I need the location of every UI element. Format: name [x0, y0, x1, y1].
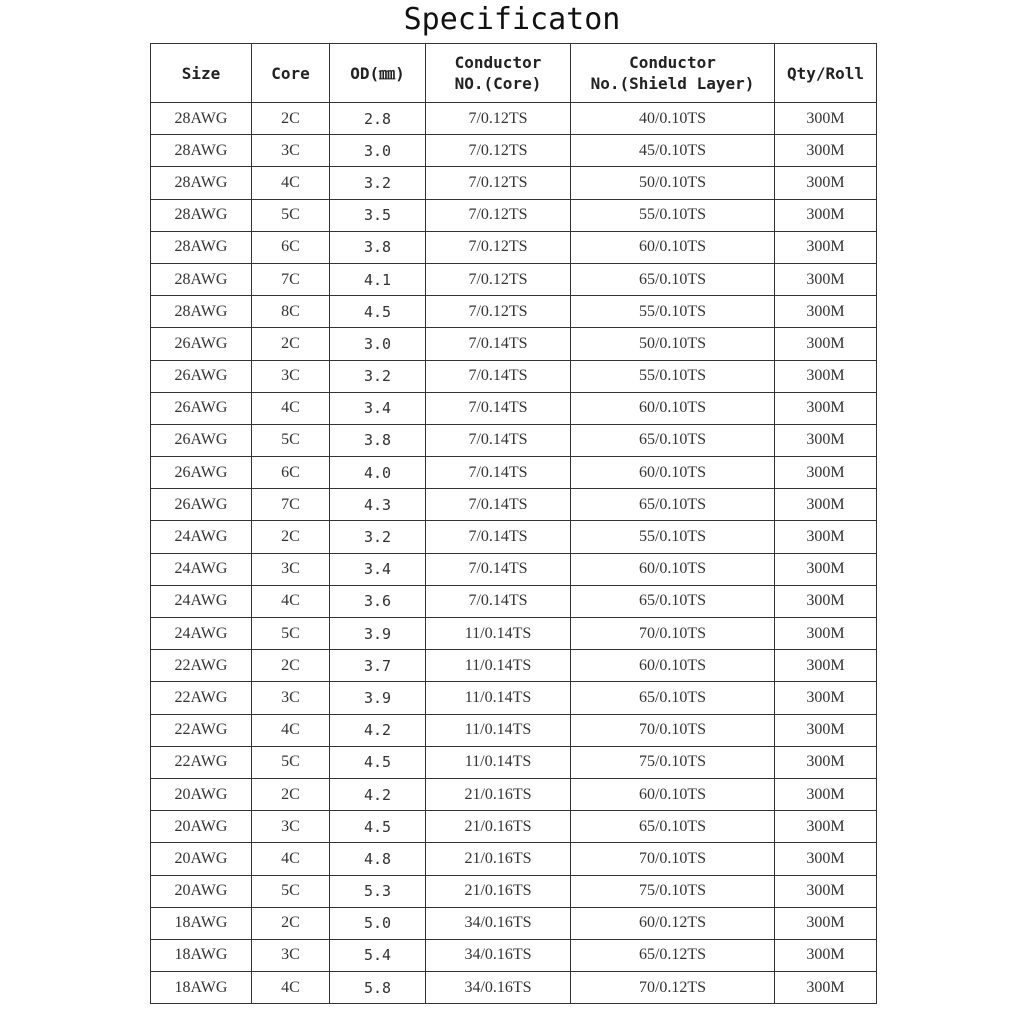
cell-od: 4.3 — [330, 489, 426, 521]
header-qty-roll-label: Qty/Roll — [786, 63, 865, 83]
cell-qty-roll: 300M — [775, 972, 877, 1004]
cell-conductor-core: 11/0.14TS — [426, 682, 571, 714]
cell-od: 4.0 — [330, 457, 426, 489]
table-row — [151, 650, 877, 682]
table-row — [151, 682, 877, 714]
cell-conductor-shield: 40/0.10TS — [571, 103, 775, 135]
page-title: Specificaton — [403, 2, 621, 37]
cell-qty-roll: 300M — [775, 521, 877, 553]
cell-size: 24AWG — [151, 521, 252, 553]
cell-conductor-core: 7/0.14TS — [426, 457, 571, 489]
cell-size: 24AWG — [151, 553, 252, 585]
header-conductor-core — [426, 44, 571, 103]
cell-qty-roll: 300M — [775, 843, 877, 875]
cell-conductor-shield: 60/0.10TS — [571, 231, 775, 263]
cell-size: 22AWG — [151, 746, 252, 778]
cell-qty-roll: 300M — [775, 103, 877, 135]
cell-size: 20AWG — [151, 843, 252, 875]
cell-qty-roll: 300M — [775, 650, 877, 682]
cell-conductor-core: 7/0.12TS — [426, 103, 571, 135]
table-row — [151, 521, 877, 553]
table-row — [151, 553, 877, 585]
cell-size: 20AWG — [151, 778, 252, 810]
cell-conductor-core: 7/0.14TS — [426, 585, 571, 617]
cell-core: 2C — [252, 778, 330, 810]
cell-conductor-core: 7/0.14TS — [426, 521, 571, 553]
cell-core: 4C — [252, 167, 330, 199]
cell-qty-roll: 300M — [775, 553, 877, 585]
cell-conductor-core: 7/0.12TS — [426, 231, 571, 263]
cell-core: 3C — [252, 360, 330, 392]
cell-conductor-core: 7/0.14TS — [426, 424, 571, 456]
cell-size: 22AWG — [151, 650, 252, 682]
cell-od: 5.0 — [330, 907, 426, 939]
cell-od: 4.2 — [330, 778, 426, 810]
cell-conductor-shield: 60/0.10TS — [571, 778, 775, 810]
cell-od: 3.2 — [330, 167, 426, 199]
cell-size: 28AWG — [151, 103, 252, 135]
cell-core: 7C — [252, 489, 330, 521]
cell-conductor-core: 7/0.12TS — [426, 167, 571, 199]
table-header-row — [151, 44, 877, 103]
cell-conductor-core: 34/0.16TS — [426, 939, 571, 971]
cell-core: 3C — [252, 135, 330, 167]
cell-qty-roll: 300M — [775, 811, 877, 843]
cell-conductor-shield: 60/0.10TS — [571, 392, 775, 424]
cell-qty-roll: 300M — [775, 907, 877, 939]
cell-qty-roll: 300M — [775, 135, 877, 167]
table-row — [151, 489, 877, 521]
table-row — [151, 811, 877, 843]
cell-size: 18AWG — [151, 907, 252, 939]
cell-qty-roll: 300M — [775, 457, 877, 489]
table-row — [151, 714, 877, 746]
cell-qty-roll: 300M — [775, 328, 877, 360]
cell-core: 3C — [252, 939, 330, 971]
cell-conductor-core: 7/0.14TS — [426, 489, 571, 521]
header-od — [330, 44, 426, 103]
cell-core: 4C — [252, 585, 330, 617]
cell-core: 4C — [252, 843, 330, 875]
table-row — [151, 135, 877, 167]
cell-size: 28AWG — [151, 231, 252, 263]
table-row — [151, 618, 877, 650]
header-conductor-core-line2: NO.(Core) — [454, 74, 542, 93]
cell-size: 26AWG — [151, 360, 252, 392]
cell-core: 2C — [252, 907, 330, 939]
cell-conductor-core: 11/0.14TS — [426, 650, 571, 682]
cell-od: 3.6 — [330, 585, 426, 617]
table-row — [151, 778, 877, 810]
cell-size: 28AWG — [151, 167, 252, 199]
cell-core: 2C — [252, 103, 330, 135]
header-qty-roll — [775, 44, 877, 103]
cell-od: 3.8 — [330, 231, 426, 263]
cell-conductor-core: 34/0.16TS — [426, 972, 571, 1004]
cell-od: 5.4 — [330, 939, 426, 971]
cell-conductor-shield: 60/0.12TS — [571, 907, 775, 939]
cell-conductor-shield: 65/0.10TS — [571, 682, 775, 714]
cell-qty-roll: 300M — [775, 296, 877, 328]
cell-size: 28AWG — [151, 199, 252, 231]
table-row — [151, 907, 877, 939]
cell-conductor-shield: 55/0.10TS — [571, 360, 775, 392]
cell-od: 4.1 — [330, 263, 426, 295]
cell-qty-roll: 300M — [775, 167, 877, 199]
cell-conductor-shield: 65/0.10TS — [571, 489, 775, 521]
cell-core: 8C — [252, 296, 330, 328]
cell-size: 18AWG — [151, 972, 252, 1004]
cell-size: 26AWG — [151, 392, 252, 424]
cell-od: 2.8 — [330, 103, 426, 135]
header-od-label: OD(㎜) — [350, 63, 405, 83]
cell-conductor-shield: 65/0.12TS — [571, 939, 775, 971]
cell-od: 4.5 — [330, 746, 426, 778]
cell-conductor-shield: 45/0.10TS — [571, 135, 775, 167]
cell-conductor-shield: 55/0.10TS — [571, 521, 775, 553]
table-row — [151, 457, 877, 489]
table-row — [151, 875, 877, 907]
table-row — [151, 939, 877, 971]
cell-qty-roll: 300M — [775, 424, 877, 456]
table-row — [151, 231, 877, 263]
cell-od: 3.2 — [330, 360, 426, 392]
cell-conductor-core: 7/0.14TS — [426, 392, 571, 424]
header-conductor-core-line1: Conductor — [454, 53, 542, 72]
cell-core: 3C — [252, 553, 330, 585]
cell-conductor-shield: 55/0.10TS — [571, 199, 775, 231]
table-row — [151, 392, 877, 424]
cell-qty-roll: 300M — [775, 618, 877, 650]
table-row — [151, 360, 877, 392]
cell-conductor-shield: 60/0.10TS — [571, 650, 775, 682]
cell-size: 26AWG — [151, 489, 252, 521]
cell-conductor-shield: 65/0.10TS — [571, 585, 775, 617]
cell-conductor-shield: 75/0.10TS — [571, 746, 775, 778]
cell-conductor-core: 7/0.12TS — [426, 296, 571, 328]
cell-size: 26AWG — [151, 328, 252, 360]
cell-conductor-shield: 50/0.10TS — [571, 167, 775, 199]
cell-qty-roll: 300M — [775, 714, 877, 746]
cell-core: 5C — [252, 199, 330, 231]
cell-core: 4C — [252, 714, 330, 746]
header-core — [252, 44, 330, 103]
cell-size: 28AWG — [151, 296, 252, 328]
table-row — [151, 167, 877, 199]
cell-conductor-core: 21/0.16TS — [426, 778, 571, 810]
cell-core: 4C — [252, 972, 330, 1004]
cell-size: 28AWG — [151, 135, 252, 167]
cell-core: 4C — [252, 392, 330, 424]
cell-core: 5C — [252, 875, 330, 907]
cell-qty-roll: 300M — [775, 231, 877, 263]
cell-conductor-shield: 60/0.10TS — [571, 457, 775, 489]
table-row — [151, 424, 877, 456]
cell-core: 3C — [252, 682, 330, 714]
cell-qty-roll: 300M — [775, 746, 877, 778]
cell-size: 22AWG — [151, 682, 252, 714]
cell-size: 20AWG — [151, 875, 252, 907]
cell-core: 5C — [252, 618, 330, 650]
cell-size: 26AWG — [151, 457, 252, 489]
cell-od: 3.4 — [330, 553, 426, 585]
cell-conductor-core: 11/0.14TS — [426, 714, 571, 746]
table-row — [151, 585, 877, 617]
header-conductor-shield-line1: Conductor — [629, 53, 716, 72]
cell-od: 3.8 — [330, 424, 426, 456]
cell-conductor-shield: 70/0.10TS — [571, 843, 775, 875]
cell-od: 3.9 — [330, 682, 426, 714]
cell-od: 3.2 — [330, 521, 426, 553]
cell-size: 24AWG — [151, 618, 252, 650]
table-row — [151, 328, 877, 360]
cell-qty-roll: 300M — [775, 360, 877, 392]
specification-table — [150, 43, 877, 1004]
cell-od: 3.7 — [330, 650, 426, 682]
cell-size: 26AWG — [151, 424, 252, 456]
cell-conductor-shield: 50/0.10TS — [571, 328, 775, 360]
cell-size: 20AWG — [151, 811, 252, 843]
cell-qty-roll: 300M — [775, 682, 877, 714]
table-row — [151, 103, 877, 135]
cell-od: 3.5 — [330, 199, 426, 231]
header-core-label: Core — [271, 63, 310, 83]
cell-conductor-shield: 75/0.10TS — [571, 875, 775, 907]
cell-conductor-shield: 65/0.10TS — [571, 424, 775, 456]
table-row — [151, 746, 877, 778]
cell-conductor-core: 21/0.16TS — [426, 843, 571, 875]
cell-core: 5C — [252, 746, 330, 778]
cell-core: 6C — [252, 457, 330, 489]
header-conductor-shield — [571, 44, 775, 103]
cell-core: 2C — [252, 521, 330, 553]
cell-core: 2C — [252, 650, 330, 682]
cell-od: 3.0 — [330, 135, 426, 167]
cell-conductor-core: 7/0.12TS — [426, 263, 571, 295]
cell-size: 22AWG — [151, 714, 252, 746]
cell-od: 5.8 — [330, 972, 426, 1004]
cell-conductor-shield: 70/0.10TS — [571, 618, 775, 650]
table-row — [151, 972, 877, 1004]
cell-od: 3.9 — [330, 618, 426, 650]
cell-qty-roll: 300M — [775, 875, 877, 907]
cell-conductor-core: 7/0.14TS — [426, 553, 571, 585]
cell-qty-roll: 300M — [775, 392, 877, 424]
cell-conductor-core: 21/0.16TS — [426, 875, 571, 907]
cell-qty-roll: 300M — [775, 199, 877, 231]
cell-conductor-core: 7/0.14TS — [426, 328, 571, 360]
table-row — [151, 263, 877, 295]
cell-conductor-core: 34/0.16TS — [426, 907, 571, 939]
cell-conductor-core: 11/0.14TS — [426, 618, 571, 650]
cell-od: 5.3 — [330, 875, 426, 907]
table-row — [151, 296, 877, 328]
cell-od: 4.8 — [330, 843, 426, 875]
cell-qty-roll: 300M — [775, 585, 877, 617]
cell-core: 7C — [252, 263, 330, 295]
cell-qty-roll: 300M — [775, 939, 877, 971]
cell-od: 3.4 — [330, 392, 426, 424]
cell-od: 4.5 — [330, 296, 426, 328]
cell-size: 18AWG — [151, 939, 252, 971]
cell-qty-roll: 300M — [775, 489, 877, 521]
cell-conductor-core: 21/0.16TS — [426, 811, 571, 843]
cell-core: 5C — [252, 424, 330, 456]
cell-conductor-shield: 65/0.10TS — [571, 263, 775, 295]
table-body — [151, 103, 877, 1004]
cell-conductor-shield: 70/0.10TS — [571, 714, 775, 746]
header-size-label: Size — [181, 63, 221, 83]
cell-conductor-core: 11/0.14TS — [426, 746, 571, 778]
cell-conductor-core: 7/0.14TS — [426, 360, 571, 392]
cell-od: 3.0 — [330, 328, 426, 360]
cell-od: 4.2 — [330, 714, 426, 746]
cell-size: 24AWG — [151, 585, 252, 617]
header-size — [151, 44, 252, 103]
header-conductor-shield-line2: No.(Shield Layer) — [590, 74, 755, 93]
cell-core: 2C — [252, 328, 330, 360]
cell-conductor-shield: 70/0.12TS — [571, 972, 775, 1004]
table-row — [151, 843, 877, 875]
cell-conductor-shield: 65/0.10TS — [571, 811, 775, 843]
cell-qty-roll: 300M — [775, 263, 877, 295]
cell-conductor-shield: 60/0.10TS — [571, 553, 775, 585]
cell-size: 28AWG — [151, 263, 252, 295]
table-row — [151, 199, 877, 231]
cell-core: 6C — [252, 231, 330, 263]
cell-core: 3C — [252, 811, 330, 843]
cell-qty-roll: 300M — [775, 778, 877, 810]
cell-conductor-shield: 55/0.10TS — [571, 296, 775, 328]
cell-conductor-core: 7/0.12TS — [426, 199, 571, 231]
cell-conductor-core: 7/0.12TS — [426, 135, 571, 167]
cell-od: 4.5 — [330, 811, 426, 843]
